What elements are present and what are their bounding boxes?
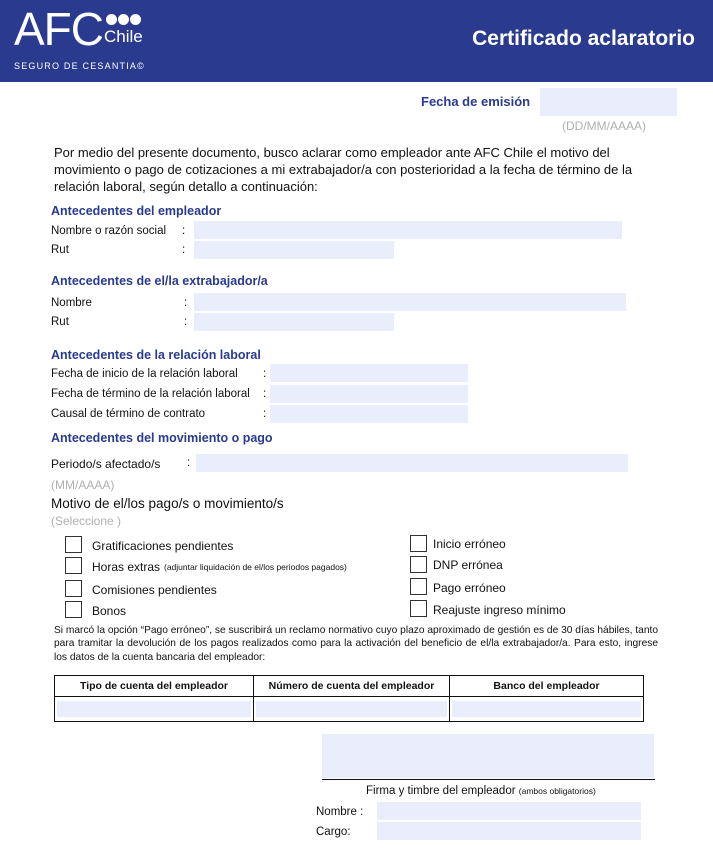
checkbox-pago-erroneo[interactable]: [410, 578, 427, 595]
period-label: Periodo/s afectado/s: [51, 457, 161, 471]
colon: :: [184, 297, 188, 309]
checkbox-inicio-erroneo[interactable]: [410, 535, 427, 552]
checkbox-gratificaciones[interactable]: [65, 536, 82, 553]
logo-chile: Chile: [104, 27, 143, 46]
relation-end-field[interactable]: [270, 385, 468, 403]
colon: :: [182, 244, 186, 256]
checkbox-comisiones[interactable]: [65, 580, 82, 597]
bank-name-cell[interactable]: [450, 697, 644, 722]
column-header: Banco del empleador: [450, 676, 644, 697]
logo-subtitle: SEGURO DE CESANTIA©: [14, 61, 145, 71]
worker-name-label: Nombre: [51, 297, 92, 309]
option-pago-erroneo-label: Pago erróneo: [433, 581, 506, 595]
option-horas-extras-note: (adjuntar liquidación de el/los periodos pagados): [164, 562, 347, 572]
logo-dot-icon: [130, 14, 141, 25]
pago-erroneo-note: Si marcó la opción “Pago erróneo”, se suscribirá un reclamo normativo cuyo plazo aproximado de gestión es de 30 días hábiles, tanto para tramitar la devolución de los pagos realizados como para la activación del beneficio de el/la extrabajador/a. Para esto, ingrese los datos de la cuenta bancaria del empleador:: [54, 625, 658, 663]
option-inicio-erroneo-label: Inicio erróneo: [433, 537, 506, 551]
signer-name-label: Nombre :: [316, 806, 364, 818]
option-bonos-label: Bonos: [92, 604, 127, 618]
relation-cause-field[interactable]: [270, 405, 468, 423]
logo-dot-icon: [118, 14, 129, 25]
employer-rut-field[interactable]: [194, 241, 394, 259]
colon: :: [263, 388, 267, 400]
signer-role-field[interactable]: [377, 822, 641, 840]
period-format: (MM/AAAA): [51, 478, 115, 492]
account-type-cell[interactable]: [55, 697, 254, 722]
bank-name-field[interactable]: [452, 701, 641, 717]
checkbox-bonos[interactable]: [65, 601, 82, 618]
relation-start-field[interactable]: [270, 364, 468, 382]
column-header: Número de cuenta del empleador: [254, 676, 450, 697]
relation-heading: Antecedentes de la relación laboral: [51, 348, 261, 362]
worker-heading: Antecedentes de el/la extrabajador/a: [51, 274, 268, 288]
document-title: Certificado aclaratorio: [472, 27, 695, 50]
employer-name-label: Nombre o razón social: [51, 225, 167, 237]
account-number-field[interactable]: [256, 701, 447, 717]
relation-end-label: Fecha de término de la relación laboral: [51, 388, 250, 400]
colon: :: [182, 225, 186, 237]
checkbox-reajuste[interactable]: [410, 600, 427, 617]
worker-rut-field[interactable]: [194, 313, 394, 331]
signature-field[interactable]: [322, 734, 654, 778]
checkbox-dnp-erronea[interactable]: [410, 556, 427, 573]
employer-rut-label: Rut: [51, 244, 69, 256]
signer-role-label: Cargo:: [316, 826, 351, 838]
signature-line: [322, 779, 655, 780]
emission-date-format: (DD/MM/AAAA): [562, 119, 646, 133]
reason-hint: (Seleccione ): [51, 514, 122, 528]
employer-name-field[interactable]: [194, 221, 622, 239]
option-gratificaciones-label: Gratificaciones pendientes: [92, 539, 234, 553]
option-reajuste-label: Reajuste ingreso mínimo: [433, 603, 566, 617]
movement-heading: Antecedentes del movimiento o pago: [51, 431, 273, 445]
option-horas-extras-label: Horas extras: [92, 560, 161, 574]
emission-date-label: Fecha de emisión: [421, 94, 531, 109]
signer-name-field[interactable]: [377, 802, 641, 820]
colon: :: [263, 408, 267, 420]
signature-label-text: Firma y timbre del empleador: [366, 785, 516, 797]
relation-cause-label: Causal de término de contrato: [51, 408, 206, 420]
colon: :: [187, 457, 191, 469]
relation-start-label: Fecha de inicio de la relación laboral: [51, 368, 238, 380]
intro-paragraph: Por medio del presente documento, busco aclarar como empleador ante AFC Chile el motivo del movimiento o pago de cotizaciones a mi extrabajador/a con posterioridad a la fecha de término de la relación laboral, según detallo a continuación:: [54, 145, 633, 194]
colon: :: [263, 368, 267, 380]
logo-afc: AFC: [14, 3, 103, 55]
worker-name-field[interactable]: [194, 293, 626, 311]
reason-label: Motivo de el/los pago/s o movimiento/s: [51, 496, 284, 511]
account-type-field[interactable]: [57, 701, 251, 717]
column-header: Tipo de cuenta del empleador: [55, 676, 254, 697]
logo-dot-icon: [106, 14, 117, 25]
account-number-cell[interactable]: [254, 697, 450, 722]
table-header-row: [55, 676, 644, 697]
option-comisiones-label: Comisiones pendientes: [92, 583, 217, 597]
worker-rut-label: Rut: [51, 316, 69, 328]
period-field[interactable]: [196, 454, 628, 472]
signature-label: [366, 785, 596, 797]
checkbox-horas-extras[interactable]: [65, 557, 82, 574]
employer-heading: Antecedentes del empleador: [51, 204, 222, 218]
table-row: [55, 697, 644, 722]
colon: :: [184, 316, 188, 328]
option-dnp-erronea-label: DNP errónea: [433, 558, 503, 572]
emission-date-field[interactable]: [540, 88, 677, 116]
bank-table: [54, 675, 644, 722]
signature-label-note: (ambos obligatorios): [518, 786, 596, 796]
